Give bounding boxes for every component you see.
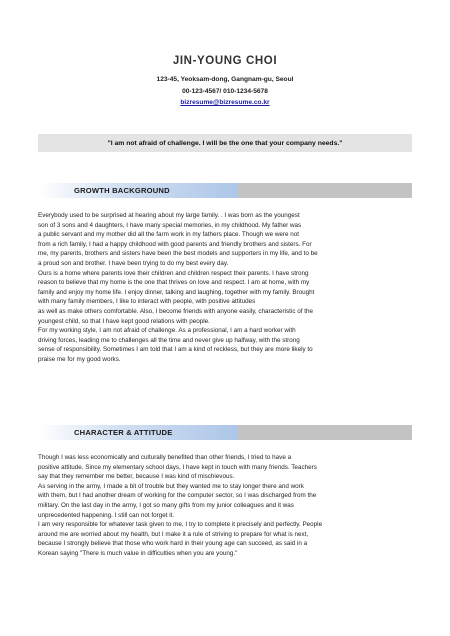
section-bar-fill	[238, 425, 412, 440]
section-title: CHARACTER & ATTITUDE	[38, 425, 238, 440]
text-line: praise me for my good works.	[38, 355, 121, 363]
text-line: a proud son and brother. I have been trying to do my best every day.	[38, 259, 229, 267]
text-line: around me are worried about my health, but I make it a rule of striving to prepare for what is next,	[38, 530, 309, 538]
text-line: reason to believe that my home is the one that thrives on love and respect. I am at home, with my	[38, 279, 310, 287]
text-line: because I strongly believe that those who work hard in their young age can succeed, as said in a	[38, 540, 308, 548]
text-line: military. On the last day in the army, I got so many gifts from my junior colleagues and it was	[38, 501, 294, 509]
section-title: GROWTH BACKGROUND	[38, 183, 238, 198]
section-header-growth	[38, 183, 412, 198]
text-line: as well as make others comfortable. Also, I become friends with anyone easily, characteristic of the	[38, 307, 313, 315]
text-line: As serving in the army, I made a bit of trouble but they wanted me to stay longer there and work	[38, 482, 304, 490]
text-line: positive attitude. Since my elementary school days, I have kept in touch with many friends. Teachers	[38, 463, 317, 471]
text-line: driving forces, leading me to challenges all the time and never give up halfway, with the strong	[38, 336, 300, 344]
email-link[interactable]: bizresume@bizresume.co.kr	[180, 99, 270, 106]
text-line: Ours is a home where parents love their children and children respect their parents. I have strong	[38, 269, 309, 277]
address: 123-45, Yeoksam-dong, Gangnam-gu, Seoul	[156, 76, 294, 83]
text-line: Everybody used to be surprised at hearing about my large family. . I was born as the youngest	[38, 212, 300, 219]
text-line: from a rich family, I had a happy childhood with good parents and friendly brothers and sisters. For	[38, 240, 312, 248]
text-line: sense of responsibility. Sometimes I am told that I am a kind of reckless, but they are more likely to	[38, 346, 313, 354]
applicant-name: JIN-YOUNG CHOI	[172, 55, 278, 67]
character-attitude-text	[38, 453, 412, 559]
text-line: with them, but I had another dream of working for the computer sector, so I was discharged from the	[38, 492, 317, 500]
text-line: For my working style, I am not afraid of challenge. As a professional, I am a hard worker with	[38, 327, 296, 335]
text-line: Korean saying "There is much value in difficulties when you are young."	[38, 549, 238, 557]
text-line: youngest child, so that I have kept good relations with people.	[38, 317, 210, 325]
text-line: I am very responsible for whatever task given to me, I try to complete it precisely and perfectly. People	[38, 521, 323, 529]
section-header-character	[38, 425, 412, 440]
text-line: family and enjoy my home life. I enjoy dinner, talking and laughing, together with my family. Brought	[38, 288, 315, 296]
text-line: me, my parents, brothers and sisters have been the best models and supporters in my life, and to be	[38, 250, 318, 258]
text-line: with many family members, I like to interact with people, with positive attitudes	[38, 298, 256, 306]
phone-numbers: 00-123-4567/ 010-1234-5678	[182, 88, 268, 95]
text-line: son of 3 sons and 4 daughters, I have many special memories, in my childhood. My father was	[38, 221, 302, 229]
growth-background-text	[38, 211, 412, 365]
section-bar-fill	[238, 183, 412, 198]
text-line: say that they remember me better, because I was kind of mischievous.	[38, 473, 235, 481]
text-line: Though I was less economically and culturally benefited than other friends, I tried to have a	[38, 454, 292, 461]
text-line: unprecedented happening. I still can not forget it.	[38, 511, 175, 519]
motto-banner	[38, 134, 412, 152]
text-line: a public servant and my mother did all the farm work in my fathers place. Though we were not	[38, 231, 299, 239]
motto-text: "I am not afraid of challenge. I will be the one that your company needs."	[107, 139, 343, 147]
